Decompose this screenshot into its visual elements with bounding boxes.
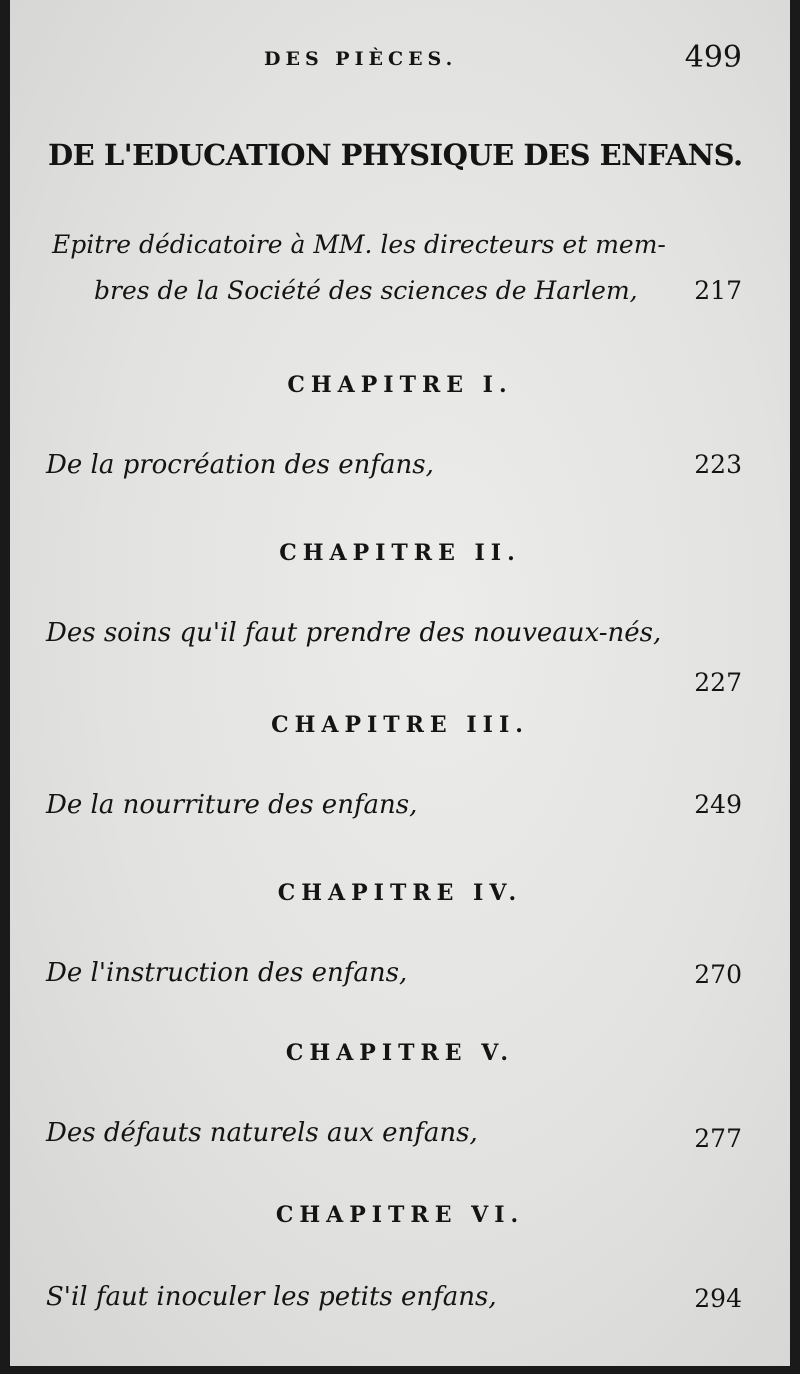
chapter-heading-5: CHAPITRE V.	[285, 1040, 515, 1066]
toc-entry-3: De la nourriture des enfans,	[46, 790, 418, 820]
chapter-heading-1: CHAPITRE I.	[287, 372, 513, 398]
toc-page-1: 223	[694, 450, 742, 479]
dedication-line-2: bres de la Société des sciences de Harlem,	[94, 276, 638, 305]
toc-entry-4: De l'instruction des enfans,	[46, 958, 408, 988]
toc-entry-5: Des défauts naturels aux enfans,	[46, 1118, 478, 1148]
toc-page-2: 227	[694, 668, 742, 697]
running-head: DES PIÈCES.	[264, 48, 458, 70]
toc-page-6: 294	[694, 1284, 742, 1313]
section-title: DE L'EDUCATION PHYSIQUE DES ENFANS.	[48, 138, 743, 172]
dedication-line-1: Epitre dédicatoire à MM. les directeurs et mem-	[52, 230, 666, 259]
dedication-page: 217	[694, 276, 742, 305]
chapter-heading-4: CHAPITRE IV.	[277, 880, 523, 906]
toc-entry-1: De la procréation des enfans,	[46, 450, 434, 480]
page-number: 499	[684, 40, 742, 75]
toc-page-3: 249	[694, 790, 742, 819]
chapter-heading-2: CHAPITRE II.	[279, 540, 521, 566]
toc-page-4: 270	[694, 960, 742, 989]
toc-entry-2: Des soins qu'il faut prendre des nouveaux-nés,	[46, 618, 662, 648]
toc-entry-6: S'il faut inoculer les petits enfans,	[46, 1282, 497, 1312]
chapter-heading-3: CHAPITRE III.	[271, 712, 529, 738]
toc-page-5: 277	[694, 1124, 742, 1153]
chapter-heading-6: CHAPITRE VI.	[275, 1202, 525, 1228]
book-page	[10, 0, 790, 1366]
